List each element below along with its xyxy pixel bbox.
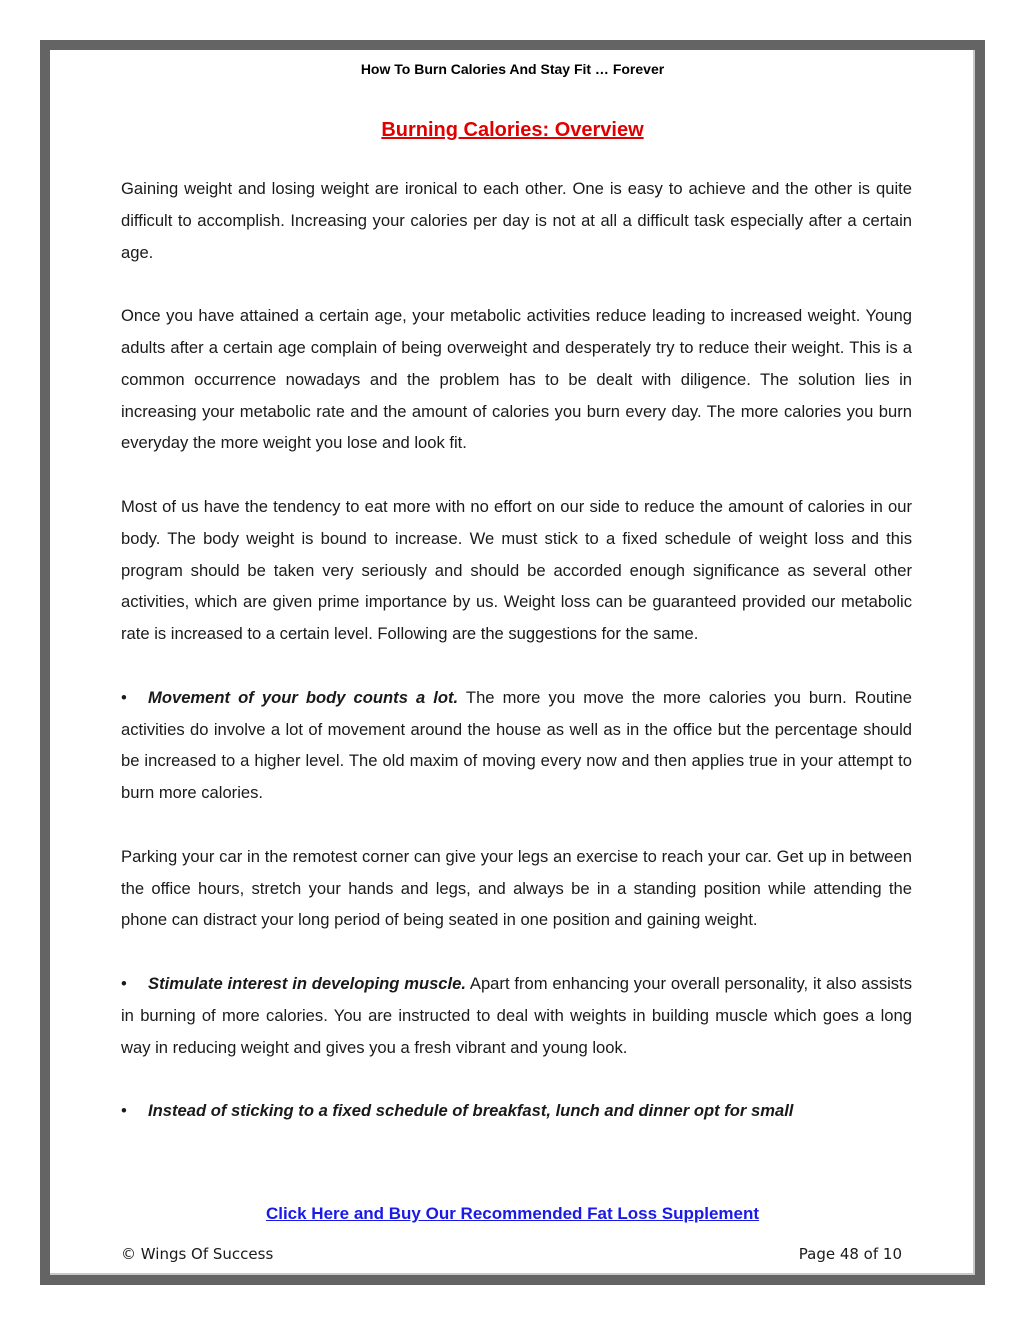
bullet-schedule-heading: Instead of sticking to a fixed schedule of breakfast, lunch and dinner opt for small: [148, 1101, 794, 1121]
bullet-movement-heading: Movement of your body counts a lot.: [148, 687, 459, 707]
footer-page-number: Page 48 of 10: [798, 1245, 902, 1263]
running-header: How To Burn Calories And Stay Fit … Forever: [360, 61, 665, 77]
bullet-muscle-text: Apart from enhancing your overall personality, it also assists in burning of more calories. You are instructed to deal with weights in building muscle which goes a long way in reducing weight and gives you a fresh vibrant and young look.: [121, 973, 913, 1057]
body-text: [121, 173, 912, 1159]
bullet-muscle: [121, 968, 912, 1063]
buy-supplement-link[interactable]: Click Here and Buy Our Recommended Fat Loss Supplement: [265, 1204, 760, 1223]
bullet-icon: •: [121, 1101, 127, 1121]
paragraph-tendency: Most of us have the tendency to eat more with no effort on our side to reduce the amount of calories in our body. The body weight is bound to increase. We must stick to a fixed schedule of weight loss and this program should be taken very seriously and should be accorded enough significance as several other activities, which are given prime importance by us. Weight loss can be guaranteed provided our metabolic rate is increased to a certain level. Following are the suggestions for the same.: [121, 496, 912, 644]
footer-copyright: © Wings Of Success: [121, 1245, 274, 1263]
bullet-movement-text: The more you move the more calories you burn. Routine activities do involve a lot of movement around the house as well as in the office but the percentage should be increased to a higher level. The old maxim of moving every now and then applies true in your attempt to burn more calories.: [121, 687, 913, 803]
bullet-movement: [121, 682, 912, 809]
paragraph-intro: Gaining weight and losing weight are ironical to each other. One is easy to achieve and the other is quite difficult to accomplish. Increasing your calories per day is not at all a difficult task especially after a certain age.: [121, 179, 912, 262]
paragraph-metabolism: Once you have attained a certain age, your metabolic activities reduce leading to increased weight. Young adults after a certain age complain of being overweight and desperately try to reduce their weight. This is a common occurrence nowadays and the problem has to be dealt with diligence. The solution lies in increasing your metabolic rate and the amount of calories you burn every day. The more calories you burn everyday the more weight you lose and look fit.: [121, 306, 912, 453]
page-title: Burning Calories: Overview: [381, 119, 644, 141]
bullet-icon: •: [121, 973, 127, 993]
bullet-icon: •: [121, 687, 127, 707]
paragraph-parking: Parking your car in the remotest corner can give your legs an exercise to reach your car. Get up in between the office hours, stretch your hands and legs, and always be in a standing position while attending the phone can distract your long period of being seated in one position and gaining weight.: [121, 846, 912, 930]
bullet-muscle-heading: Stimulate interest in developing muscle.: [148, 973, 466, 993]
bullet-schedule: [121, 1095, 912, 1127]
